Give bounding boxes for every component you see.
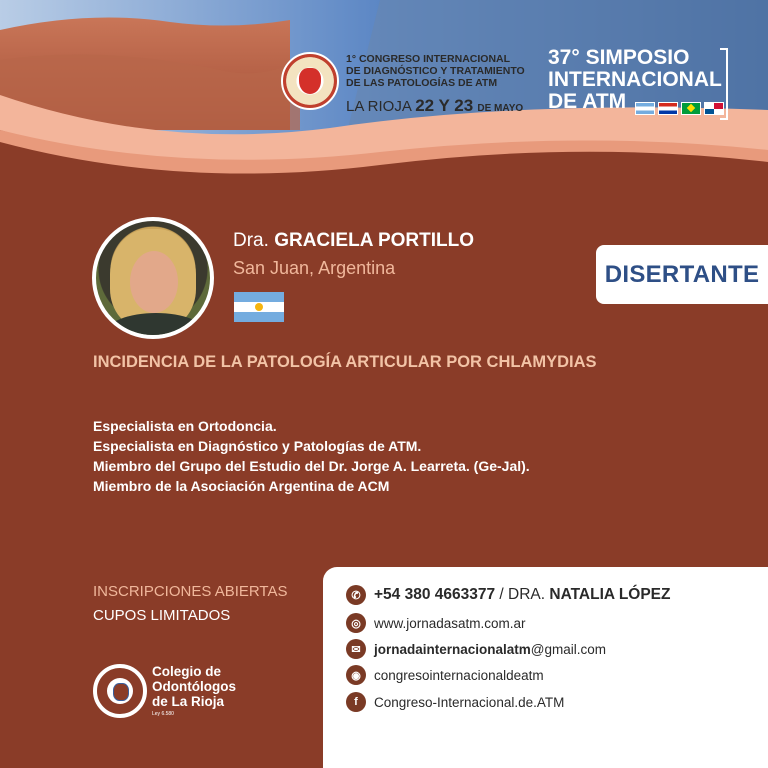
paraguay-flag-icon bbox=[658, 102, 678, 115]
instagram-icon: ◉ bbox=[346, 665, 366, 685]
website-link[interactable]: www.jornadasatm.com.ar bbox=[374, 615, 526, 631]
disertante-badge bbox=[596, 245, 768, 304]
country-flags bbox=[635, 102, 724, 115]
colegio-ley: Ley 6.580 bbox=[152, 711, 174, 717]
congress-logo bbox=[281, 52, 339, 110]
colegio-name-line: Odontólogos bbox=[152, 679, 236, 694]
contact-person: NATALIA LÓPEZ bbox=[549, 586, 671, 603]
speaker-bio bbox=[93, 416, 530, 496]
simposio-line: INTERNACIONAL bbox=[548, 68, 722, 91]
speaker-title: Dra. bbox=[233, 230, 269, 251]
speaker-name bbox=[233, 230, 474, 252]
facebook-icon: f bbox=[346, 692, 366, 712]
bio-line: Miembro de la Asociación Argentina de ACM bbox=[93, 478, 390, 494]
phone-number: +54 380 4663377 bbox=[374, 586, 496, 603]
email-domain: @gmail.com bbox=[530, 641, 607, 657]
speaker-location: San Juan, Argentina bbox=[233, 258, 396, 278]
whatsapp-icon: ✆ bbox=[346, 585, 366, 605]
colegio-name-line: de La Rioja bbox=[152, 694, 225, 709]
argentina-flag-icon bbox=[234, 292, 284, 322]
bio-line: Especialista en Diagnóstico y Patologías de ATM. bbox=[93, 438, 422, 454]
contact-facebook[interactable] bbox=[346, 691, 564, 713]
talk-title: INCIDENCIA DE LA PATOLOGÍA ARTICULAR POR CHLAMYDIAS bbox=[93, 353, 597, 371]
contact-instagram[interactable] bbox=[346, 664, 544, 686]
event-month: DE MAYO bbox=[477, 103, 524, 114]
globe-icon: ◎ bbox=[346, 613, 366, 633]
event-place: LA RIOJA bbox=[346, 98, 412, 115]
event-date bbox=[346, 96, 523, 116]
colegio-name-line: Colegio de bbox=[152, 664, 222, 679]
sun-icon bbox=[255, 303, 263, 311]
contact-email[interactable] bbox=[346, 638, 606, 660]
event-days: 22 Y 23 bbox=[415, 96, 474, 115]
speaker-fullname: GRACIELA PORTILLO bbox=[274, 230, 475, 251]
congress-title-line: 1° CONGRESO INTERNACIONAL bbox=[346, 53, 511, 65]
skull-icon bbox=[299, 68, 321, 94]
congress-title bbox=[346, 53, 526, 89]
simposio-line: DE ATM bbox=[548, 90, 627, 113]
email-user: jornadainternacionalatm bbox=[374, 641, 531, 657]
crest-icon bbox=[113, 683, 129, 701]
disertante-label: DISERTANTE bbox=[604, 260, 760, 288]
simposio-line: 37° SIMPOSIO bbox=[548, 46, 690, 69]
contact-phone[interactable] bbox=[346, 584, 671, 606]
facebook-page[interactable]: Congreso-Internacional.de.ATM bbox=[374, 694, 565, 710]
brazil-flag-icon bbox=[681, 102, 701, 115]
mail-icon: ✉ bbox=[346, 639, 366, 659]
limited-spots: CUPOS LIMITADOS bbox=[93, 607, 231, 624]
congress-title-line: DE DIAGNÓSTICO Y TRATAMIENTO bbox=[346, 65, 525, 77]
bio-line: Especialista en Ortodoncia. bbox=[93, 418, 277, 434]
panama-flag-icon bbox=[704, 102, 724, 115]
argentina-flag-icon bbox=[635, 102, 655, 115]
phone-separator: / DRA. bbox=[495, 586, 550, 603]
instagram-handle[interactable]: congresointernacionaldeatm bbox=[374, 667, 544, 683]
congress-title-line: DE LAS PATOLOGÍAS DE ATM bbox=[346, 77, 498, 89]
speaker-photo bbox=[92, 217, 214, 339]
colegio-name bbox=[152, 664, 236, 709]
colegio-logo bbox=[93, 664, 147, 718]
contact-website[interactable] bbox=[346, 612, 526, 634]
bio-line: Miembro del Grupo del Estudio del Dr. Jorge A. Learreta. (Ge-Jal). bbox=[93, 458, 530, 474]
registration-open: INSCRIPCIONES ABIERTAS bbox=[93, 583, 288, 600]
